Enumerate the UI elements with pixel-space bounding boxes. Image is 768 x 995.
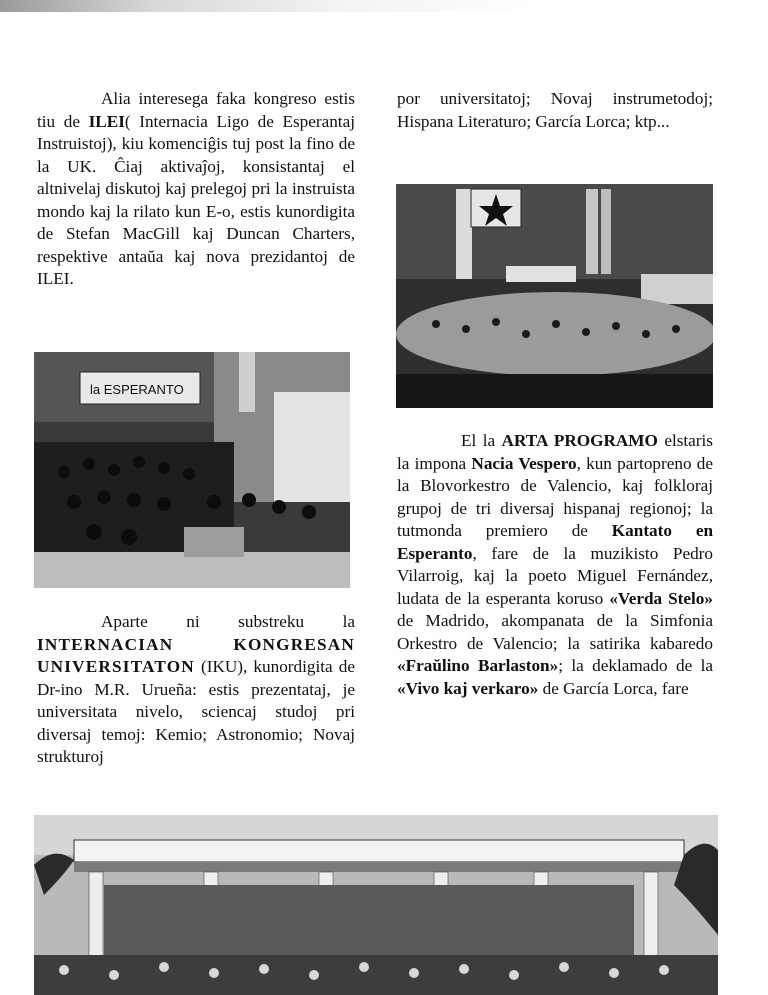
fraulino-barlaston-bold: «Fraŭlino Barlaston» [397, 656, 559, 675]
vivo-kaj-verkaro-bold: «Vivo kaj verkaro» [397, 678, 539, 698]
arta-programo-bold: ARTA PROGRAMO [501, 431, 658, 450]
right-column-paragraph-2: El la ARTA PROGRAMO elstaris la impona Nacia Vespero, kun partopreno de la Blovorkestro de Valencio, kaj folkloraj grupoj de tri diversaj hispanaj regionoj; la tutmonda premiero de Kantato en Esperanto, fare de la muzikisto Pedro Vilarroig, kaj la poeto Miguel Fernández, ludata de la esperanta koruso «Verda Stelo» de Madrido, akompanata de la Simfonia Orkestro de Valencio; la satirika kabaredo «Fraŭlino Barlaston»; la deklamado de la «Vivo kaj verkaro» de García Lorca, fare [397, 431, 714, 698]
nacia-vespero-bold: Nacia Vespero [471, 453, 577, 473]
colonnade-photo [34, 815, 718, 995]
verda-stelo-bold: «Verda Stelo» [609, 588, 713, 608]
iku-bold: INTERNACIAN KONGRESAN UNIVERSITATON [37, 634, 355, 676]
page-top-edge [0, 0, 768, 12]
kantato-bold: Kantato en Esperanto [397, 521, 714, 563]
left-column-paragraph-2: Aparte ni substreku la INTERNACIAN KONGRESAN UNIVERSITATON (IKU), kunordigita de Dr-ino M.R. Urueña: estis prezentataj, je universitata nivelo, sciencaj studoj pri diversaj temoj: Kemio; Astronomio; Novaj strukturoj [37, 612, 355, 766]
ilei-bold: ILEI [88, 111, 125, 131]
right-column-paragraph-1: por universitatoj; Novaj instrumetodoj; Hispana Literaturo; García Lorca; ktp... [397, 89, 713, 131]
stage-photo [396, 184, 713, 408]
left-column-paragraph-1: Alia interesega faka kongreso estis tiu de ILEI( Internacia Ligo de Esperantaj Instruistoj), kiu komenciĝis tuj post la fino de la UK. Ĉiaj aktivaĵoj, konsistantaj el altnivelaj diskutoj kaj prelegoj pri la instruista mondo kaj la rilato kun E-o, estis kunordigita de Stefan MacGill kaj Duncan Charters, respektive antaŭa kaj nova prezidantoj de ILEI. [37, 89, 355, 288]
orchestra-photo [34, 352, 350, 588]
photo-banner-text: la ESPERANTO [90, 382, 184, 397]
